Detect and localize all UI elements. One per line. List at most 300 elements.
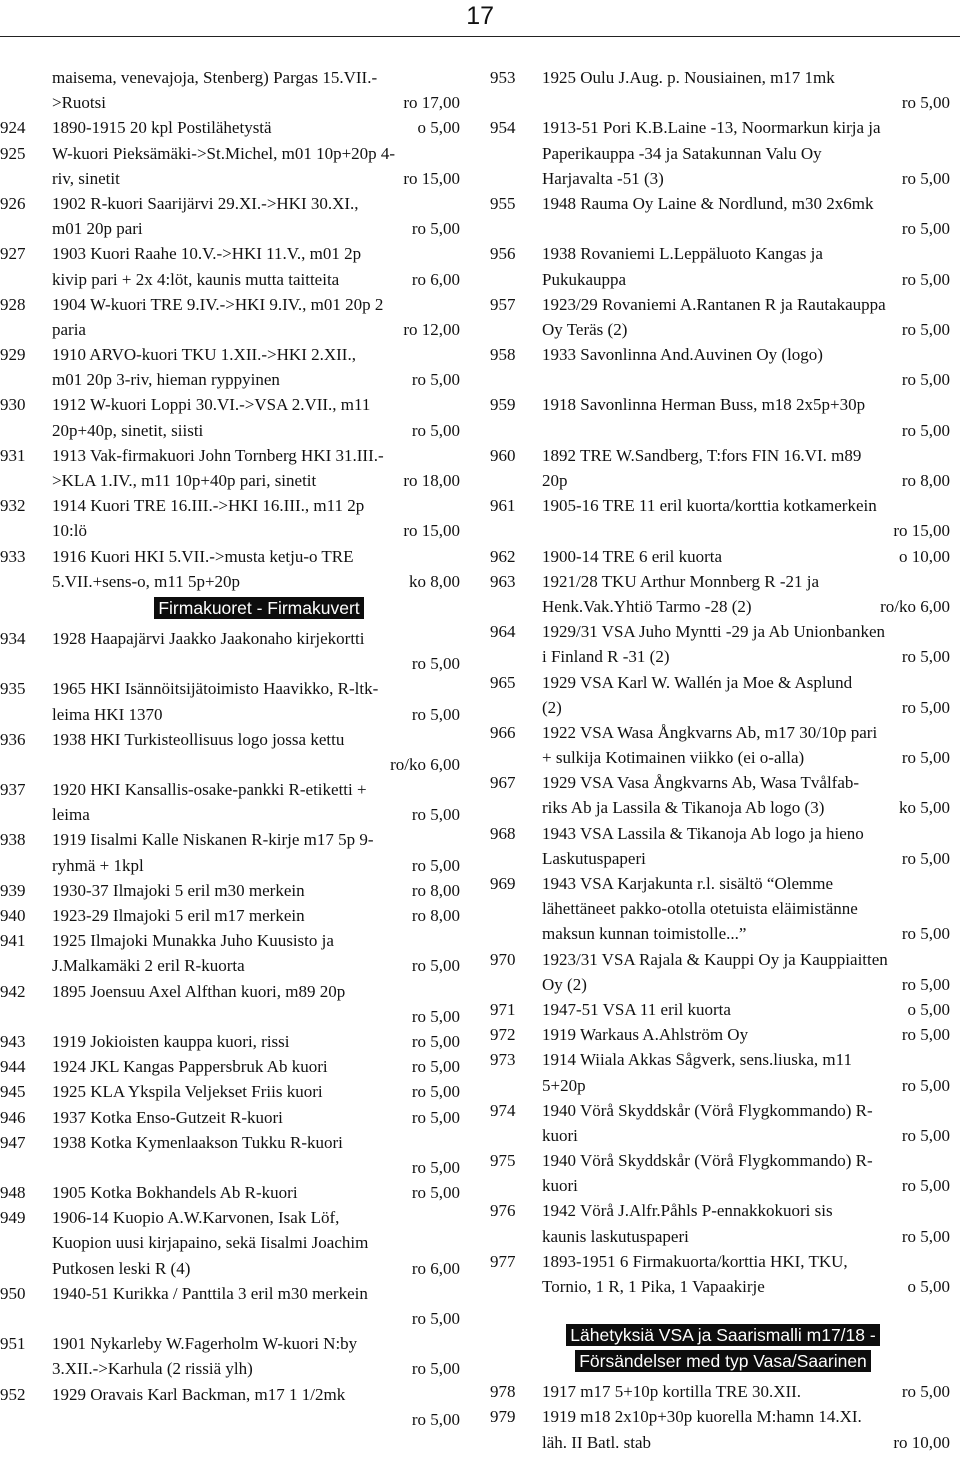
page-number: 17 <box>466 2 494 30</box>
lot-description: leima HKI 1370 <box>52 704 163 724</box>
lot-description: 1920 HKI Kansallis-osake-pankki R-etiketti + <box>52 780 367 800</box>
lot-description: 1940 Vörå Skyddskår (Vörå Flygkommando) R- <box>542 1151 873 1171</box>
lot-line <box>0 727 466 752</box>
lot-number: 933 <box>0 546 26 566</box>
lot-line <box>490 821 956 846</box>
lot-description: >KLA 1.IV., m11 10p+40p pari, sinetit <box>52 471 317 490</box>
lot-price: ro 5,00 <box>901 420 950 440</box>
lot-line <box>0 1331 466 1356</box>
lot-price: ro 5,00 <box>901 1176 950 1196</box>
lot-line <box>0 1079 466 1104</box>
lot-line <box>0 752 466 777</box>
lot-number: 949 <box>0 1208 26 1228</box>
lot-description: W-kuori Pieksämäki->St.Michel, m01 10p+20p 4- <box>52 143 396 163</box>
lot-price: ro 5,00 <box>901 1226 950 1246</box>
lot-description: 1943 VSA Karjakunta r.l. sisältö “Olemme <box>542 874 834 893</box>
header-rule <box>0 36 960 37</box>
lot-line <box>490 392 956 417</box>
lot-description: Tornio, 1 R, 1 Pika, 1 Vapaakirje <box>542 1277 765 1296</box>
lot-description: 1902 R-kuori Saarijärvi 29.XI.->HKI 30.XI., <box>52 193 359 213</box>
lot-price: ro 5,00 <box>411 1107 460 1127</box>
section-heading-firmakuoret: Firmakuoret - Firmakuvert <box>154 597 363 619</box>
lot-line <box>0 928 466 953</box>
lot-price: ro 5,00 <box>411 1006 460 1026</box>
lot-description: Oy (2) <box>542 974 587 994</box>
lot-number: 945 <box>0 1082 26 1102</box>
lot-description: 1929 VSA Karl W. Wallén ja Moe & Asplund <box>542 672 853 692</box>
lot-description: 1919 m18 2x10p+30p kuorella M:hamn 14.XI. <box>542 1407 862 1427</box>
lot-line <box>0 853 466 878</box>
lot-description: 1929/31 VSA Juho Myntti -29 ja Ab Unionbanken <box>542 622 885 642</box>
lot-line <box>490 468 956 493</box>
lot-number: 977 <box>490 1251 516 1271</box>
lot-line <box>490 544 956 569</box>
lot-line <box>0 241 466 266</box>
lot-number: 944 <box>0 1057 26 1077</box>
lot-line <box>0 166 466 191</box>
lot-line <box>490 267 956 292</box>
lot-number: 950 <box>0 1283 26 1303</box>
lot-line <box>0 777 466 802</box>
lot-line <box>0 216 466 241</box>
lot-number: 946 <box>0 1107 26 1127</box>
lot-line <box>0 418 466 443</box>
lot-line <box>0 468 466 493</box>
lot-description: 1905-16 TRE 11 eril kuorta/korttia kotkamerkein <box>542 496 877 516</box>
lot-price: ro 5,00 <box>901 1382 950 1402</box>
lot-description: 1895 Joensuu Axel Alfthan kuori, m89 20p <box>52 981 346 1001</box>
lot-description: 1940-51 Kurikka / Panttila 3 eril m30 merkein <box>52 1283 368 1303</box>
lot-description: 1943 VSA Lassila & Tikanoja Ab logo ja hieno <box>542 823 864 843</box>
lot-description: 1890-1915 20 kpl Postilähetystä <box>52 118 272 138</box>
lot-number: 929 <box>0 345 26 365</box>
lot-price: ro 15,00 <box>403 521 460 541</box>
lot-description: kuori <box>542 1176 578 1196</box>
lot-number: 969 <box>490 874 516 893</box>
lot-description: 1923-29 Ilmajoki 5 eril m17 merkein <box>52 906 305 925</box>
lot-description: 20p+40p, sinetit, siisti <box>52 420 204 440</box>
lot-line <box>490 1198 956 1223</box>
lot-number: 951 <box>0 1334 26 1354</box>
lot-description: 5+20p <box>542 1075 586 1095</box>
lot-line <box>0 878 466 903</box>
lot-number: 973 <box>490 1050 516 1070</box>
lot-description: Oy Teräs (2) <box>542 319 628 339</box>
lot-price: ro 5,00 <box>411 1082 460 1102</box>
left-column <box>0 65 466 1432</box>
lot-price: ro 6,00 <box>411 1258 460 1278</box>
lot-number: 958 <box>490 345 516 365</box>
lot-description: 1925 Oulu J.Aug. p. Nousiainen, m17 1mk <box>542 68 835 87</box>
lot-line <box>0 676 466 701</box>
lot-price: ro 5,00 <box>901 93 950 113</box>
lot-description: 1905 Kotka Bokhandels Ab R-kuori <box>52 1183 298 1203</box>
lot-price: ro 5,00 <box>411 855 460 875</box>
lot-price: ro 5,00 <box>901 370 950 390</box>
lot-line <box>0 903 466 928</box>
lot-description: 1947-51 VSA 11 eril kuorta <box>542 999 731 1019</box>
lot-number: 968 <box>490 823 516 843</box>
lot-line <box>490 871 956 896</box>
lot-price: ro 5,00 <box>411 1031 460 1051</box>
lot-price: ro 5,00 <box>901 1075 950 1095</box>
lot-line <box>0 626 466 651</box>
lot-description: Paperikauppa -34 ja Satakunnan Valu Oy <box>542 143 822 163</box>
lot-description: Kuopion uusi kirjapaino, sekä Iisalmi Joachim <box>52 1233 369 1253</box>
lot-line <box>490 1022 956 1047</box>
lot-description: 10:lö <box>52 521 87 541</box>
lot-price: ro 5,00 <box>901 219 950 239</box>
lot-line <box>490 241 956 266</box>
lot-line <box>490 342 956 367</box>
lot-number: 934 <box>0 628 26 648</box>
lot-description: 1917 m17 5+10p kortilla TRE 30.XII. <box>542 1382 802 1402</box>
lot-line <box>490 695 956 720</box>
lot-description: 1929 Oravais Karl Backman, m17 1 1/2mk <box>52 1384 346 1404</box>
lot-description: 1919 Iisalmi Kalle Niskanen R-kirje m17 5p 9- <box>52 830 374 850</box>
lot-line <box>490 90 956 115</box>
lot-price: ro 5,00 <box>901 1025 950 1045</box>
lot-description: 1929 VSA Vasa Ångkvarns Ab, Wasa Tvålfab- <box>542 773 860 793</box>
lot-line <box>0 292 466 317</box>
lot-number: 954 <box>490 118 516 138</box>
lot-line <box>490 141 956 166</box>
lot-number: 939 <box>0 880 26 900</box>
spacer <box>490 1299 956 1321</box>
lot-price: ko 8,00 <box>409 571 460 591</box>
lot-price: ro 5,00 <box>411 1309 460 1328</box>
lot-number: 953 <box>490 68 516 87</box>
lot-price: ro 5,00 <box>411 219 460 239</box>
lot-number: 943 <box>0 1031 26 1051</box>
lot-line <box>0 569 466 594</box>
lot-price: ro 5,00 <box>411 370 460 390</box>
lot-description: 1930-37 Ilmajoki 5 eril m30 merkein <box>52 880 305 900</box>
lot-number: 975 <box>490 1151 516 1171</box>
lot-price: ro 5,00 <box>411 654 460 674</box>
lot-description: 1933 Savonlinna And.Auvinen Oy (logo) <box>542 345 823 365</box>
lot-description: ryhmä + 1kpl <box>52 855 144 875</box>
lot-description: 1900-14 TRE 6 eril kuorta <box>542 546 723 566</box>
lot-line <box>0 1180 466 1205</box>
lot-line <box>490 594 956 619</box>
lot-number: 930 <box>0 395 26 415</box>
lot-price: ro/ko 6,00 <box>390 754 460 774</box>
lot-description: 1913-51 Pori K.B.Laine -13, Noormarkun kirja ja <box>542 118 881 138</box>
lot-line <box>0 90 466 115</box>
lot-line <box>0 651 466 676</box>
lot-description: 1893-1951 6 Firmakuorta/korttia HKI, TKU, <box>542 1251 848 1271</box>
lot-number: 942 <box>0 981 26 1001</box>
lot-line <box>490 1274 956 1299</box>
lot-number: 928 <box>0 294 26 314</box>
lot-description: kivip pari + 2x 4:löt, kaunis mutta taitteita <box>52 269 340 289</box>
lot-description: 1901 Nykarleby W.Fagerholm W-kuori N:by <box>52 1334 358 1354</box>
lot-description: >Ruotsi <box>52 93 106 113</box>
lot-line <box>0 342 466 367</box>
lot-description: 1938 Rovaniemi L.Leppäluoto Kangas ja <box>542 244 823 264</box>
lot-description: 1948 Rauma Oy Laine & Nordlund, m30 2x6mk <box>542 193 874 213</box>
lot-number: 960 <box>490 445 516 465</box>
lot-description: 1903 Kuori Raahe 10.V.->HKI 11.V., m01 2p <box>52 244 362 264</box>
lot-description: 1922 VSA Wasa Ångkvarns Ab, m17 30/10p pari <box>542 722 878 742</box>
lot-line <box>490 1123 956 1148</box>
lot-price: ro 5,00 <box>901 924 950 944</box>
lot-line <box>0 953 466 978</box>
lot-list <box>0 626 466 1432</box>
lot-line <box>0 979 466 1004</box>
lot-line <box>490 1173 956 1198</box>
lot-line <box>490 670 956 695</box>
lot-number: 926 <box>0 193 26 213</box>
lot-price: ro 5,00 <box>411 1409 460 1429</box>
lot-line <box>490 65 956 90</box>
lot-description: 1923/31 VSA Rajala & Kauppi Oy ja Kauppiaitten <box>542 949 888 969</box>
lot-line <box>490 1047 956 1072</box>
lot-number: 970 <box>490 949 516 969</box>
lot-number: 956 <box>490 244 516 264</box>
lot-line <box>0 367 466 392</box>
lot-description: 1921/28 TKU Arthur Monnberg R -21 ja <box>542 571 820 591</box>
lot-price: o 5,00 <box>417 118 460 138</box>
lot-line <box>0 392 466 417</box>
lot-line <box>0 827 466 852</box>
lot-number: 947 <box>0 1132 26 1152</box>
lot-price: ro 8,00 <box>901 471 950 490</box>
lot-description: 1938 HKI Turkisteollisuus logo jossa kettu <box>52 729 345 749</box>
lot-number: 961 <box>490 496 516 516</box>
lot-price: ro 18,00 <box>403 471 460 490</box>
lot-line <box>0 544 466 569</box>
lot-line <box>490 1404 956 1429</box>
lot-line <box>490 795 956 820</box>
lot-line <box>0 518 466 543</box>
lot-line <box>490 770 956 795</box>
lot-line <box>0 1256 466 1281</box>
lot-description: kuori <box>542 1125 578 1145</box>
lot-description: Henk.Vak.Yhtiö Tarmo -28 (2) <box>542 596 752 616</box>
lot-line <box>490 1430 956 1455</box>
lot-line <box>490 644 956 669</box>
lot-description: 1906-14 Kuopio A.W.Karvonen, Isak Löf, <box>52 1208 340 1228</box>
lot-description: Pukukauppa <box>542 269 627 289</box>
lot-line <box>0 65 466 90</box>
lot-line <box>490 317 956 342</box>
lot-price: ro 5,00 <box>411 1057 460 1077</box>
lot-price: ro 5,00 <box>411 1183 460 1203</box>
lot-description: 1914 Kuori TRE 16.III.->HKI 16.III., m11 2p <box>52 496 365 516</box>
lot-line <box>0 141 466 166</box>
lot-number: 966 <box>490 722 516 742</box>
lot-description: paria <box>52 319 86 339</box>
lot-number: 952 <box>0 1384 26 1404</box>
lot-line <box>0 115 466 140</box>
lot-number: 931 <box>0 445 26 465</box>
lot-description: 1916 Kuori HKI 5.VII.->musta ketju-o TRE <box>52 546 354 566</box>
lot-description: 3.XII.->Karhula (2 rissiä ylh) <box>52 1359 253 1379</box>
lot-price: o 5,00 <box>907 999 950 1019</box>
lot-line <box>0 443 466 468</box>
lot-line <box>490 166 956 191</box>
lot-number: 940 <box>0 906 26 925</box>
lot-price: ro 5,00 <box>411 956 460 976</box>
lot-line <box>0 1155 466 1180</box>
lot-price: o 10,00 <box>899 546 950 566</box>
lot-description: 1910 ARVO-kuori TKU 1.XII.->HKI 2.XII., <box>52 345 356 365</box>
lot-description: 1919 Warkaus A.Ahlström Oy <box>542 1025 749 1045</box>
lot-line <box>0 1306 466 1331</box>
lot-line <box>490 846 956 871</box>
lot-line <box>490 1148 956 1173</box>
lot-line <box>0 1054 466 1079</box>
lot-price: ro 5,00 <box>901 319 950 339</box>
lot-description: 1925 KLA Ykspila Veljekset Friis kuori <box>52 1082 323 1102</box>
lot-price: ro 5,00 <box>901 168 950 188</box>
lot-line <box>490 1249 956 1274</box>
lot-price: ro 5,00 <box>901 269 950 289</box>
lot-number: 932 <box>0 496 26 516</box>
lot-line <box>490 115 956 140</box>
lot-description: 1938 Kotka Kymenlaakson Tukku R-kuori <box>52 1132 343 1152</box>
lot-number: 925 <box>0 143 26 163</box>
lot-number: 937 <box>0 780 26 800</box>
lot-description: m01 20p pari <box>52 219 143 239</box>
section-heading-block <box>0 596 466 622</box>
lot-line <box>0 1281 466 1306</box>
lot-line <box>490 921 956 946</box>
lot-price: ro 5,00 <box>411 1157 460 1177</box>
lot-line <box>0 1205 466 1230</box>
lot-number: 965 <box>490 672 516 692</box>
lot-description: 1892 TRE W.Sandberg, T:fors FIN 16.VI. m89 <box>542 445 862 465</box>
lot-line <box>490 972 956 997</box>
lot-number: 935 <box>0 679 26 699</box>
lot-price: ro 5,00 <box>411 420 460 440</box>
lot-description: 1928 Haapajärvi Jaakko Jaakonaho kirjekortti <box>52 628 365 648</box>
right-column <box>490 65 956 1455</box>
lot-price: ro 6,00 <box>411 269 460 289</box>
lot-description: 1937 Kotka Enso-Gutzeit R-kuori <box>52 1107 283 1127</box>
lot-number: 974 <box>490 1100 516 1120</box>
lot-description: 1918 Savonlinna Herman Buss, m18 2x5p+30p <box>542 395 866 415</box>
lot-price: ro 5,00 <box>901 848 950 868</box>
lot-description: 1965 HKI Isännöitsijätoimisto Haavikko, R-ltk- <box>52 679 379 699</box>
lot-line <box>490 947 956 972</box>
lot-line <box>490 1098 956 1123</box>
lot-number: 948 <box>0 1183 26 1203</box>
lot-number: 957 <box>490 294 516 314</box>
lot-description: leima <box>52 805 90 825</box>
lot-number: 927 <box>0 244 26 264</box>
lot-line <box>0 1407 466 1432</box>
lot-number: 955 <box>490 193 516 213</box>
lot-description: 20p <box>542 471 568 490</box>
lot-number: 979 <box>490 1407 516 1427</box>
lot-line <box>490 292 956 317</box>
lot-description: 1904 W-kuori TRE 9.IV.->HKI 9.IV., m01 20p 2 <box>52 294 384 314</box>
lot-number: 959 <box>490 395 516 415</box>
section-heading-block <box>490 1323 956 1375</box>
lot-number: 941 <box>0 931 26 951</box>
lot-number: 938 <box>0 830 26 850</box>
lot-price: ro 8,00 <box>411 880 460 900</box>
lot-description: kaunis laskutuspaperi <box>542 1226 689 1246</box>
lot-number: 978 <box>490 1382 516 1402</box>
lot-line <box>0 191 466 216</box>
lot-line <box>490 1073 956 1098</box>
lot-description: Laskutuspaperi <box>542 848 646 868</box>
lot-price: ro 15,00 <box>893 521 950 541</box>
lot-line <box>490 216 956 241</box>
lot-description: (2) <box>542 697 562 717</box>
lot-line <box>0 1029 466 1054</box>
lot-line <box>490 896 956 921</box>
lot-description: riv, sinetit <box>52 168 120 188</box>
lot-number: 924 <box>0 118 26 138</box>
lot-line <box>490 443 956 468</box>
lot-price: ro 12,00 <box>403 319 460 339</box>
lot-description: m01 20p 3-riv, hieman ryppyinen <box>52 370 280 390</box>
lot-line <box>0 493 466 518</box>
lot-description: 1923/29 Rovaniemi A.Rantanen R ja Rautakauppa <box>542 294 886 314</box>
lot-description: 1913 Vak-firmakuori John Tornberg HKI 31.III.- <box>52 445 384 465</box>
section-heading-vsa-line2: Försändelser med typ Vasa/Saarinen <box>575 1350 871 1372</box>
lot-price: ro 5,00 <box>411 1359 460 1379</box>
lot-number: 963 <box>490 571 516 591</box>
lot-list <box>490 1379 956 1455</box>
lot-price: ro 5,00 <box>901 974 950 994</box>
lot-line <box>490 745 956 770</box>
lot-line <box>0 702 466 727</box>
lot-price: ko 5,00 <box>899 798 950 818</box>
lot-number: 976 <box>490 1201 516 1221</box>
lot-line <box>0 1230 466 1255</box>
lot-line <box>490 569 956 594</box>
lot-line <box>0 1004 466 1029</box>
lot-price: ro 15,00 <box>403 168 460 188</box>
lot-price: ro 10,00 <box>893 1432 950 1452</box>
lot-line <box>490 997 956 1022</box>
lot-line <box>490 720 956 745</box>
lot-line <box>0 267 466 292</box>
lot-description: maisema, venevajoja, Stenberg) Pargas 15.VII.- <box>52 68 378 87</box>
lot-line <box>0 317 466 342</box>
lot-price: ro 8,00 <box>411 906 460 925</box>
section-heading-vsa-line1: Lähetyksiä VSA ja Saarismalli m17/18 - <box>566 1324 879 1346</box>
lot-description: 1942 Vörå J.Alfr.Påhls P-ennakkokuori sis <box>542 1201 833 1221</box>
lot-number: 962 <box>490 546 516 566</box>
lot-line <box>490 191 956 216</box>
lot-line <box>490 518 956 543</box>
lot-price: ro 5,00 <box>901 647 950 667</box>
lot-description: 1919 Jokioisten kauppa kuori, rissi <box>52 1031 290 1051</box>
lot-line <box>0 1382 466 1407</box>
lot-description: 5.VII.+sens-o, m11 5p+20p <box>52 571 241 591</box>
lot-number: 971 <box>490 999 516 1019</box>
lot-description: i Finland R -31 (2) <box>542 647 670 667</box>
lot-number: 967 <box>490 773 516 793</box>
lot-line <box>0 1130 466 1155</box>
lot-description: läh. II Batl. stab <box>542 1432 652 1452</box>
lot-description: 1940 Vörå Skyddskår (Vörå Flygkommando) R- <box>542 1100 873 1120</box>
lot-description: riks Ab ja Lassila & Tikanoja Ab logo (3) <box>542 798 825 818</box>
lot-line <box>490 1224 956 1249</box>
lot-description: 1912 W-kuori Loppi 30.VI.->VSA 2.VII., m11 <box>52 395 371 415</box>
lot-price: ro 5,00 <box>901 748 950 768</box>
lot-description: + sulkija Kotimainen viikko (ei o-alla) <box>542 748 805 768</box>
lot-line <box>0 802 466 827</box>
lot-number: 964 <box>490 622 516 642</box>
